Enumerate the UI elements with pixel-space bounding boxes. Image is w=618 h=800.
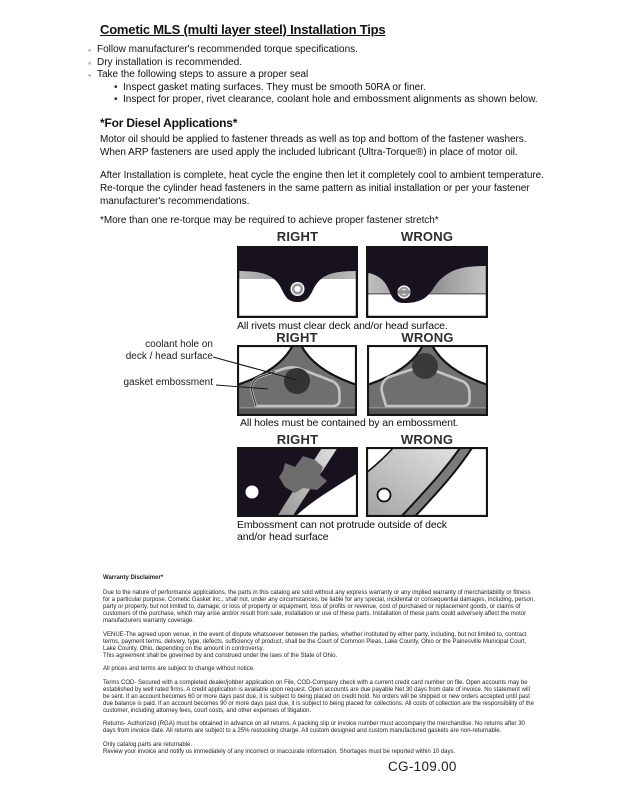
right-label: RIGHT (276, 432, 319, 447)
row3-caption: Embossment can not protrude outside of deck and/or head surface (237, 519, 447, 543)
diesel-paragraph-1: Motor oil should be applied to fastener threads as well as top and bottom of the fastener washers. When ARP fasteners are used apply the included lubricant (Ultra-Torque®) in place of motor oil. (100, 134, 527, 158)
installation-tips-list (88, 44, 548, 107)
bolt-hole (246, 486, 259, 499)
bullet-icon: • (114, 81, 118, 93)
list-item (88, 57, 548, 70)
list-item-text: Dry installation is recommended. (97, 56, 243, 68)
warranty-disclaimer (103, 575, 535, 762)
disclaimer-paragraph: Due to the nature of performance applications, the parts in this catalog are sold without any express warranty or any implied warranty of merchantability or fitness for a particular purpose. Cometic Gasket Inc., shall not, under any circumstances, be liable for any special, incidental or consequential damages, including, person, party or property, but not limited to, damage, or loss of property or equipment, loss of profits or revenue, cost of purchased or replacement goods, or claims of customers of the purchase, which may arise and/or result from sale, installation or use of these parts. Installation of these parts could adversely affect the motor manufacturers warranty coverage. (103, 590, 535, 624)
page-code: CG-109.00 (388, 759, 457, 774)
list-item-text: Follow manufacturer's recommended torque specifications. (97, 44, 358, 55)
wrong-label: WRONG (400, 432, 454, 447)
row2-caption: All holes must be contained by an embossment. (240, 417, 459, 429)
wrong-label: WRONG (400, 229, 454, 244)
retorque-note: *More than one re-torque may be required to achieve proper fastener stretch* (100, 215, 439, 226)
bullet-icon: ◦ (88, 45, 92, 55)
list-item (114, 82, 548, 95)
list-item-text: Inspect gasket mating surfaces. They must be smooth 50RA or finer. (123, 81, 426, 93)
coolant-hole-callout: coolant hole on deck / head surface (125, 339, 213, 362)
diesel-heading: *For Diesel Applications* (100, 116, 238, 130)
disclaimer-paragraph: Terms COD- Secured with a completed dealer/jobber application on File, COD-Company check with a current credit card number on file. Open accounts may be established by well rated firms. A credit application is available upon request. Open accounts are due payable Net 30 days from date of invoice. No statement will be sent. If an account becomes 60 or more days past due, it is subject to being placed on credit hold. No orders will be shipped or new orders accepted until past due balance is paid. If an account becomes 90 or more days past due, it is subject to being placed for collections. All costs of collection are the responsibility of the customer, including attorney fees, court costs, and other expenses of litigation. (103, 679, 534, 714)
right-label: RIGHT (276, 330, 318, 345)
disclaimer-paragraph: Returns- Authorized (RGA) must be obtained in advance on all returns. A packing slip or invoice number must accompany the merchandise. No returns after 30 days from invoice date. All returns are subject to a 25% restocking charge. All custom designed and custom manufactured gaskets are non-returnable. (103, 721, 525, 734)
bullet-icon: ◦ (88, 70, 92, 81)
bolt-hole (378, 489, 391, 502)
disclaimer-paragraph: This agreement shall be governed by and construed under the laws of the State of Ohio. (103, 652, 338, 659)
right-label: RIGHT (276, 229, 319, 244)
page-title: Cometic MLS (multi layer steel) Installation Tips (100, 22, 386, 37)
diagram-embossment-wrong (367, 345, 488, 416)
diagram-protrusion-right (237, 447, 358, 517)
diagram-protrusion-wrong (366, 447, 488, 517)
disclaimer-paragraph: All prices and terms are subject to change without notice. (103, 666, 255, 672)
list-item (114, 94, 548, 107)
bullet-icon: • (114, 94, 118, 106)
coolant-hole (412, 353, 438, 379)
disclaimer-paragraph: Review your invoice and notify us immediately of any incorrect or inaccurate information. Shortages must be reported within 10 days. (103, 748, 456, 755)
wrong-label: WRONG (401, 330, 454, 345)
diagram-rivet-wrong (366, 246, 488, 318)
disclaimer-paragraph: Only catalog parts are returnable. (103, 741, 193, 748)
disclaimer-heading: Warranty Disclaimer* (103, 575, 164, 581)
list-item (88, 69, 548, 82)
list-item-text: Take the following steps to assure a proper seal (97, 69, 309, 81)
diesel-paragraph-2: After Installation is complete, heat cycle the engine then let it completely cool to ambient temperature. Re-torque the cylinder head fasteners in the same pattern as initial installation or per your fastener manufacturer's recommendations. (100, 170, 544, 207)
callout-pointer-lines (110, 335, 310, 395)
row1-caption: All rivets must clear deck and/or head surface. (237, 320, 448, 332)
diagram-rivet-right (237, 246, 358, 318)
disclaimer-paragraph: VENUE-The agreed upon venue, in the event of dispute whatsoever between the parties, whether instituted by either party, including, but not limited to, contract terms, payment terms, delivery, type, defects, sufficiency of product, shall be the Court of Common Pleas, Lake County, Ohio or the Painesville Municipal Court, Lake County, Ohio, depending on the amount in controversy. (103, 631, 527, 652)
list-item-text: Inspect for proper, rivet clearance, coolant hole and embossment alignments as shown below. (123, 94, 538, 106)
bullet-icon: ◦ (88, 57, 92, 68)
list-item (88, 44, 548, 57)
gasket-embossment-callout: gasket embossment (123, 377, 213, 388)
